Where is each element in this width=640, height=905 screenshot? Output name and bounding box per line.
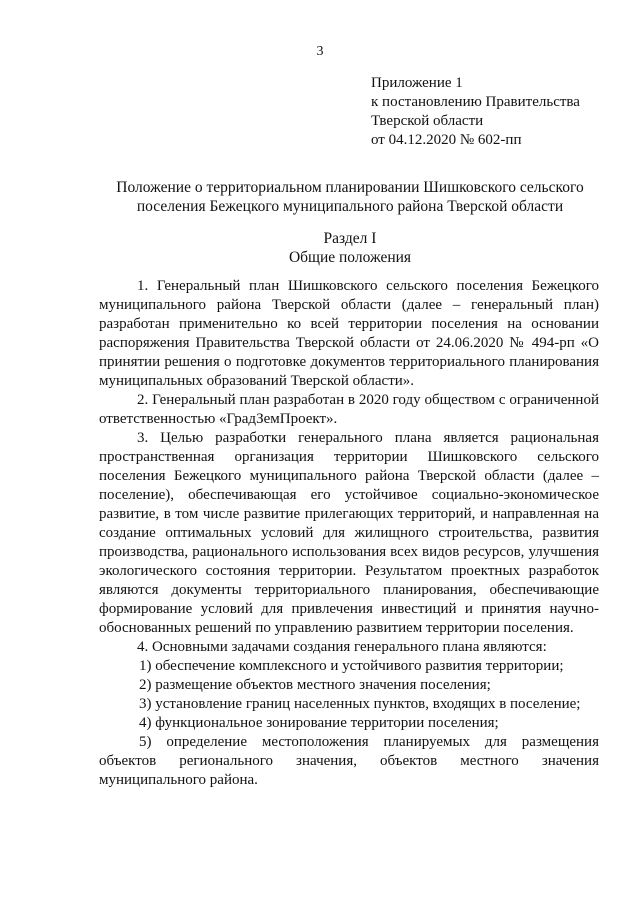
paragraph: 4. Основными задачами создания генерального плана являются: — [137, 639, 547, 655]
task-item: 3) установление границ населенных пунктов, входящих в поселение; — [139, 696, 581, 712]
page-number: 3 — [316, 44, 324, 59]
title-line: Положение о территориальном планировании Шишковского сельского — [116, 179, 584, 196]
section-heading — [0, 229, 640, 267]
appendix-line: Приложение 1 — [371, 75, 463, 91]
appendix-line: от 04.12.2020 № 602-пп — [371, 132, 522, 148]
title-line: поселения Бежецкого муниципального района Тверской области — [136, 198, 564, 215]
paragraph: 1. Генеральный план Шишковского сельского поселения Бежецкого муниципального района Тверской области (далее – генеральный план) разработан применительно ко всей территории поселения на основании распоряжения Правительства Тверской области от 24.06.2020 № 494-рп «О принятии решения о подготовке документов территориального планирования муниципальных образований Тверской области». — [99, 278, 599, 389]
appendix-block — [371, 74, 580, 150]
task-item: 4) функциональное зонирование территории поселения; — [139, 715, 499, 731]
task-item: 1) обеспечение комплексного и устойчивого развития территории; — [139, 658, 564, 674]
body-text — [99, 277, 599, 790]
section-number: Раздел I — [323, 230, 377, 247]
document-title — [100, 178, 600, 216]
task-item: 5) определение местоположения планируемых для размещения объектов регионального значения, объектов местного значения муниципального района. — [99, 734, 599, 788]
paragraph: 3. Целью разработки генерального плана является рациональная пространственная организация территории Шишковского сельского поселения Бежецкого муниципального района Тверской области (далее – поселение), обеспечивающая его устойчивое социально-экономическое развитие, в том числе развитие прилегающих территорий, и направленная на создание оптимальных условий для жилищного строительства, развития производства, рационального использования всех видов ресурсов, улучшения экологического состояния территории. Результатом проектных разработок являются документы территориального планирования, обеспечивающие формирование условий для привлечения инвестиций и принятия научно-обоснованных решений по управлению развитием территории поселения. — [99, 430, 599, 636]
task-item: 2) размещение объектов местного значения поселения; — [139, 677, 491, 693]
paragraph: 2. Генеральный план разработан в 2020 году обществом с ограниченной ответственностью «ГрадЗемПроект». — [99, 392, 599, 427]
appendix-line: Тверской области — [371, 113, 484, 129]
appendix-line: к постановлению Правительства — [371, 94, 580, 110]
section-name: Общие положения — [288, 249, 412, 266]
